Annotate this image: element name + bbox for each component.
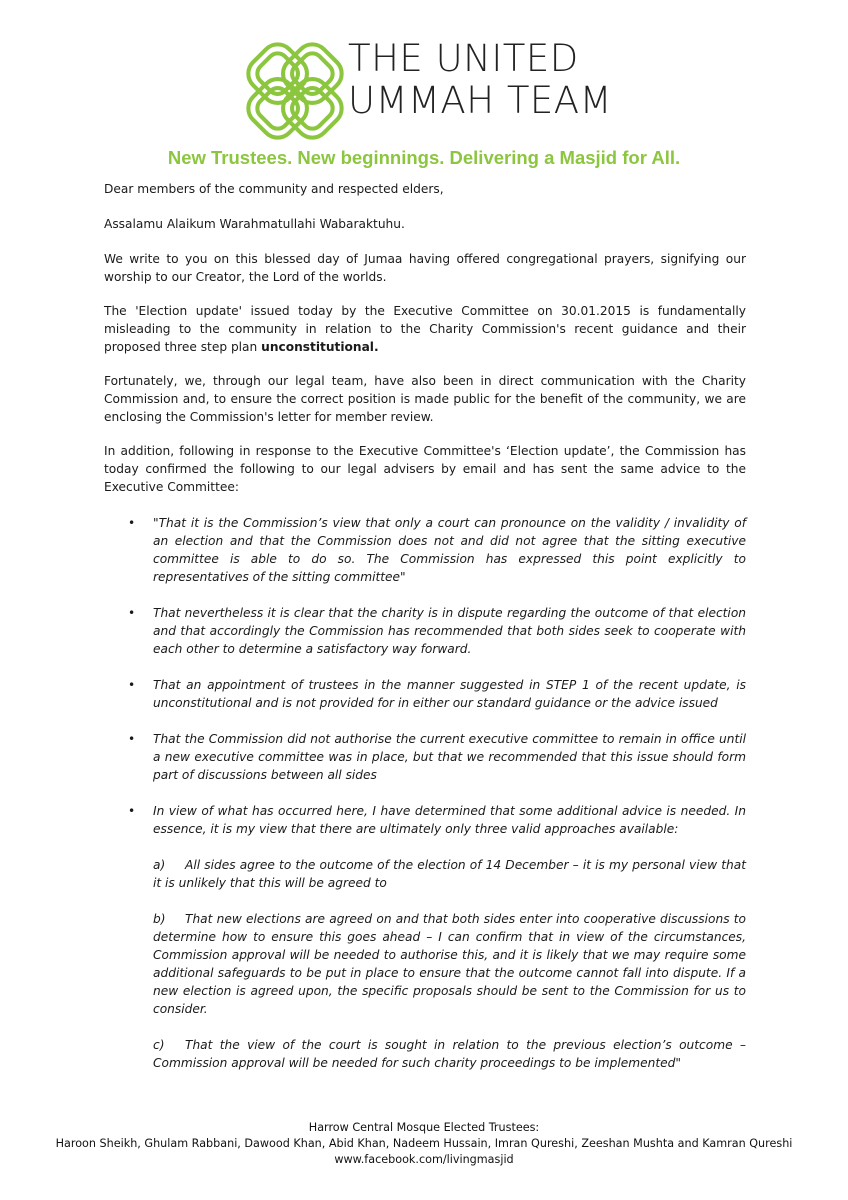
bullet-item bbox=[104, 514, 746, 586]
bullet-text: That an appointment of trustees in the manner suggested in STEP 1 of the recent update, is unconstitutional and is not provided for in either our standard guidance or the advice issued bbox=[153, 678, 746, 710]
option-text: All sides agree to the outcome of the election of 14 December – it is my personal view that it is unlikely that this will be agreed to bbox=[153, 858, 746, 890]
bullet-item bbox=[104, 730, 746, 784]
paragraph-2-bold: unconstitutional. bbox=[261, 340, 379, 354]
logo-text bbox=[348, 38, 612, 122]
paragraph-2-text: The 'Election update' issued today by the Executive Committee on 30.01.2015 is fundamentally misleading to the community in relation to the Charity Commission's recent guidance and their proposed three step plan bbox=[104, 304, 746, 354]
option-c bbox=[104, 1036, 746, 1072]
bullet-text: "That it is the Commission’s view that only a court can pronounce on the validity / invalidity of an election and that the Commission does not and did not agree that the sitting executive committee is able to do so. The Commission has expressed this point explicitly to representatives of the sitting committee" bbox=[153, 516, 746, 584]
bullet-icon: • bbox=[128, 678, 136, 692]
salutation: Dear members of the community and respected elders, bbox=[104, 182, 444, 196]
bullet-icon: • bbox=[128, 606, 136, 620]
logo-line-2: UMMAH TEAM bbox=[348, 79, 613, 122]
option-label: b) bbox=[153, 912, 166, 926]
option-text: That the view of the court is sought in relation to the previous election’s outcome – Commission approval will be needed for such charity proceedings to be implemented" bbox=[153, 1038, 746, 1070]
bullet-item bbox=[104, 604, 746, 658]
bullet-item bbox=[104, 676, 746, 712]
bullet-icon: • bbox=[128, 804, 136, 818]
option-text: That new elections are agreed on and that both sides enter into cooperative discussions to determine how to ensure this goes ahead – I can confirm that in view of the circumstances, Commission approval will be needed to authorise this, and it is likely that we may require some additional safeguards to be put in place to ensure that the outcome cannot fall into dispute. If a new election is agreed upon, the specific proposals should be sent to the Commission for us to consider. bbox=[153, 912, 746, 1016]
header-logo bbox=[216, 28, 634, 130]
letter-body bbox=[104, 180, 746, 1090]
tagline: New Trustees. New beginnings. Delivering a Masjid for All. bbox=[167, 147, 681, 168]
logo-line-1: THE UNITED bbox=[348, 37, 579, 80]
bullet-text: That the Commission did not authorise the current executive committee to remain in office until a new executive committee was in place, but that we recommended that this issue should form part of discussions between all sides bbox=[153, 732, 746, 782]
option-a bbox=[104, 856, 746, 892]
footer bbox=[0, 1120, 848, 1168]
bullet-icon: • bbox=[128, 732, 136, 746]
bullet-text: That nevertheless it is clear that the charity is in dispute regarding the outcome of that election and that accordingly the Commission has recommended that both sides seek to cooperate with each other to determine a satisfactory way forward. bbox=[153, 606, 746, 656]
bullet-text: In view of what has occurred here, I have determined that some additional advice is needed. In essence, it is my view that there are ultimately only three valid approaches available: bbox=[153, 804, 746, 836]
paragraph-3: Fortunately, we, through our legal team, have also been in direct communication with the Charity Commission and, to ensure the correct position is made public for the benefit of the community, we are enclosing the Commission's letter for member review. bbox=[104, 374, 746, 424]
option-label: c) bbox=[153, 1038, 165, 1052]
paragraph-4: In addition, following in response to the Executive Committee's ‘Election update’, the Commission has today confirmed the following to our legal advisers by email and has sent the same advice to the Executive Committee: bbox=[104, 444, 746, 494]
paragraph-2 bbox=[104, 302, 746, 356]
footer-trustees: Haroon Sheikh, Ghulam Rabbani, Dawood Khan, Abid Khan, Nadeem Hussain, Imran Qureshi, Zeeshan Mushta and Kamran Qureshi bbox=[55, 1137, 793, 1150]
option-label: a) bbox=[153, 858, 166, 872]
greeting: Assalamu Alaikum Warahmatullahi Wabaraktuhu. bbox=[104, 217, 405, 231]
footer-link[interactable]: www.facebook.com/livingmasjid bbox=[334, 1153, 514, 1166]
footer-title: Harrow Central Mosque Elected Trustees: bbox=[308, 1121, 540, 1134]
bullet-list bbox=[104, 514, 746, 838]
option-b bbox=[104, 910, 746, 1018]
bullet-item bbox=[104, 802, 746, 838]
paragraph-1: We write to you on this blessed day of Jumaa having offered congregational prayers, signifying our worship to our Creator, the Lord of the worlds. bbox=[104, 252, 746, 284]
bullet-icon: • bbox=[128, 516, 136, 530]
knot-logo-icon bbox=[244, 40, 346, 142]
